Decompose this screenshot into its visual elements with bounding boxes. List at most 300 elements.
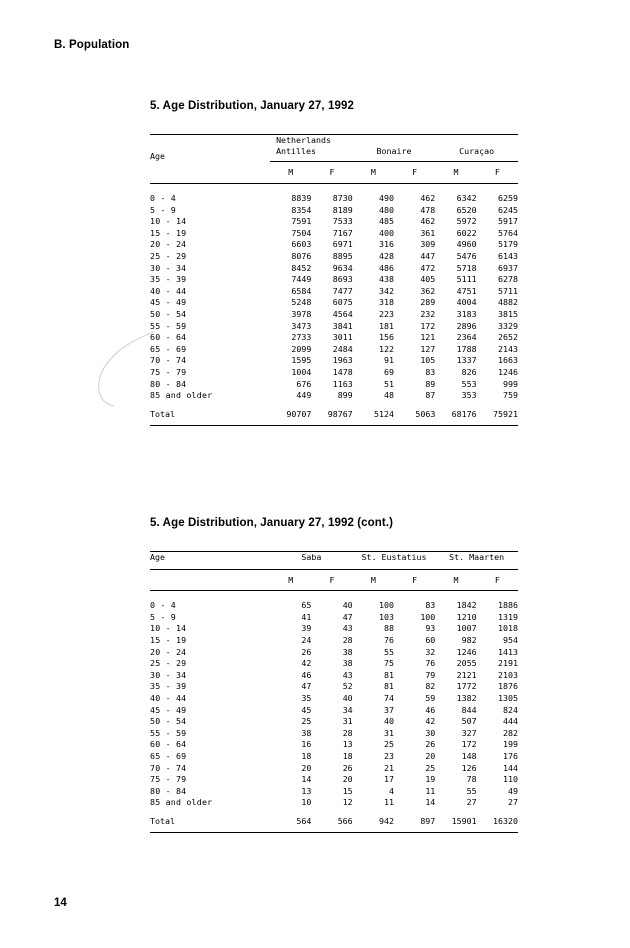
- population-value: 507: [461, 716, 477, 727]
- table-row: [150, 693, 518, 705]
- population-value: 8730: [332, 193, 353, 203]
- population-value: 21: [384, 762, 394, 773]
- population-value: 17: [384, 774, 394, 785]
- age-group-label: 75 - 79: [150, 774, 187, 785]
- table-row: [150, 193, 518, 205]
- population-value: 11: [384, 797, 394, 808]
- column-header-female-3: F: [494, 167, 500, 178]
- population-value: 31: [342, 716, 353, 727]
- column-header-age: Age: [150, 552, 165, 562]
- population-value: 1018: [498, 623, 518, 634]
- population-value: 327: [461, 727, 477, 738]
- table-header-sex-row: [150, 570, 518, 587]
- population-value: 7449: [291, 274, 312, 285]
- group-header-curacao: [435, 135, 518, 157]
- table-row: [150, 274, 518, 286]
- population-value: 405: [420, 274, 436, 285]
- age-group-label: 15 - 19: [150, 227, 187, 238]
- total-value: 5063: [415, 408, 436, 419]
- table-row: [150, 286, 518, 298]
- population-value: 38: [301, 727, 312, 738]
- table-total-row: [150, 816, 518, 828]
- age-group-label: 65 - 69: [150, 343, 187, 354]
- population-value: 55: [384, 646, 394, 657]
- population-value: 6342: [456, 193, 477, 203]
- column-header-male-3: M: [453, 167, 459, 178]
- age-group-label: 85 and older: [150, 797, 213, 808]
- population-value: 47: [342, 611, 353, 622]
- population-value: 88: [384, 623, 394, 634]
- population-value: 2099: [291, 343, 312, 354]
- population-value: 46: [301, 669, 312, 680]
- table-row: [150, 263, 518, 275]
- table-row: [150, 332, 518, 344]
- group-header-line1: Curaçao: [459, 146, 495, 157]
- table-bottom-rule-row: [150, 827, 518, 833]
- population-value: 156: [379, 332, 394, 343]
- population-value: 39: [301, 623, 312, 634]
- group-header-st-maarten: St. Maarten: [449, 552, 505, 563]
- population-value: 5711: [498, 285, 518, 296]
- population-value: 2055: [456, 658, 477, 669]
- population-value: 7533: [332, 216, 353, 227]
- population-value: 1876: [498, 681, 518, 692]
- population-value: 110: [503, 774, 518, 785]
- population-value: 2121: [456, 669, 477, 680]
- column-header-male-3: M: [453, 574, 459, 585]
- population-value: 4751: [456, 285, 477, 296]
- age-distribution-table-2: [150, 552, 518, 833]
- age-group-label: 15 - 19: [150, 634, 187, 645]
- population-value: 43: [342, 623, 353, 634]
- age-group-label: 60 - 64: [150, 739, 187, 750]
- population-value: 1413: [498, 646, 518, 657]
- population-value: 23: [384, 750, 394, 761]
- population-value: 2733: [291, 332, 312, 343]
- population-value: 361: [420, 227, 436, 238]
- population-value: 3329: [498, 320, 518, 331]
- population-value: 353: [461, 390, 477, 401]
- population-value: 93: [425, 623, 436, 634]
- population-value: 954: [503, 634, 518, 645]
- population-value: 282: [503, 727, 518, 738]
- population-value: 13: [342, 739, 353, 750]
- population-value: 16: [301, 739, 312, 750]
- population-value: 3183: [456, 308, 477, 319]
- table-header-sex-row: [150, 162, 518, 179]
- population-value: 82: [425, 681, 436, 692]
- population-value: 2652: [498, 332, 518, 343]
- population-value: 42: [301, 658, 312, 669]
- population-value: 1788: [456, 343, 477, 354]
- population-value: 438: [379, 274, 394, 285]
- population-value: 5111: [456, 274, 477, 285]
- population-value: 127: [420, 343, 436, 354]
- population-value: 34: [342, 704, 353, 715]
- population-value: 2103: [498, 669, 518, 680]
- population-value: 1246: [498, 366, 518, 377]
- population-value: 1772: [456, 681, 477, 692]
- population-value: 45: [301, 704, 312, 715]
- population-value: 447: [420, 250, 436, 261]
- population-value: 8693: [332, 274, 353, 285]
- population-value: 428: [379, 250, 394, 261]
- population-value: 60: [425, 634, 436, 645]
- population-value: 31: [384, 727, 394, 738]
- population-value: 400: [379, 227, 394, 238]
- population-value: 3473: [291, 320, 312, 331]
- age-group-label: 20 - 24: [150, 239, 187, 250]
- population-value: 1963: [332, 355, 353, 366]
- table-row: [150, 309, 518, 321]
- population-value: 18: [301, 750, 312, 761]
- population-value: 5718: [456, 262, 477, 273]
- population-value: 1007: [456, 623, 477, 634]
- total-value: 75921: [493, 408, 518, 419]
- population-value: 26: [425, 739, 436, 750]
- table-row: [150, 623, 518, 635]
- population-value: 40: [342, 600, 353, 611]
- table-bottom-rule-cell: [150, 420, 518, 426]
- age-group-label: 40 - 44: [150, 692, 187, 703]
- population-value: 232: [420, 308, 436, 319]
- population-value: 41: [301, 611, 312, 622]
- page-number: 14: [54, 897, 67, 909]
- population-value: 480: [379, 204, 394, 215]
- population-value: 103: [379, 611, 394, 622]
- population-value: 6143: [498, 250, 518, 261]
- population-value: 32: [425, 646, 436, 657]
- age-group-label: 50 - 54: [150, 308, 187, 319]
- population-value: 8452: [291, 262, 312, 273]
- age-group-label: 10 - 14: [150, 623, 187, 634]
- population-value: 105: [420, 355, 436, 366]
- population-value: 65: [301, 600, 312, 611]
- age-group-label: 20 - 24: [150, 646, 187, 657]
- population-value: 10: [301, 797, 312, 808]
- population-value: 316: [379, 239, 394, 250]
- population-value: 87: [425, 390, 436, 401]
- table-bottom-rule: [150, 425, 518, 426]
- population-value: 4: [389, 785, 394, 796]
- population-value: 14: [301, 774, 312, 785]
- population-value: 444: [503, 716, 518, 727]
- population-value: 13: [301, 785, 312, 796]
- total-value: 897: [420, 815, 436, 826]
- population-value: 74: [384, 692, 394, 703]
- population-value: 1305: [498, 692, 518, 703]
- header-body-gap: [150, 184, 518, 193]
- table-row: [150, 321, 518, 333]
- column-header-male-1: M: [288, 574, 294, 585]
- total-value: 90707: [286, 408, 312, 419]
- population-value: 6603: [291, 239, 312, 250]
- group-header-line1: Bonaire: [376, 146, 412, 157]
- table-body-2: [150, 600, 518, 809]
- table-body-1: [150, 193, 518, 402]
- population-value: 78: [466, 774, 477, 785]
- table-row: [150, 239, 518, 251]
- age-group-label: 25 - 29: [150, 250, 187, 261]
- column-header-female-1: F: [329, 167, 335, 178]
- population-value: 362: [420, 285, 436, 296]
- group-header-netherlands-antilles: [270, 135, 353, 157]
- population-value: 1246: [456, 646, 477, 657]
- population-value: 83: [425, 366, 436, 377]
- column-header-male-2: M: [370, 574, 376, 585]
- population-value: 27: [508, 797, 518, 808]
- table-title: 5. Age Distribution, January 27, 1992: [150, 100, 354, 112]
- population-value: 12: [342, 797, 353, 808]
- population-value: 81: [384, 681, 394, 692]
- age-group-label: 65 - 69: [150, 750, 187, 761]
- table-row: [150, 763, 518, 775]
- table-block-1: [150, 100, 518, 426]
- column-header-female-3: F: [494, 574, 500, 585]
- population-value: 4882: [498, 297, 518, 308]
- table-header-group-row: [150, 135, 518, 157]
- population-value: 28: [342, 634, 353, 645]
- population-value: 122: [379, 343, 394, 354]
- population-value: 76: [425, 658, 436, 669]
- population-value: 8354: [291, 204, 312, 215]
- population-value: 18: [342, 750, 353, 761]
- population-value: 38: [342, 658, 353, 669]
- population-value: 40: [342, 692, 353, 703]
- table-row: [150, 739, 518, 751]
- population-value: 223: [379, 308, 394, 319]
- age-group-label: 35 - 39: [150, 681, 187, 692]
- population-value: 11: [425, 785, 436, 796]
- population-value: 7167: [332, 227, 353, 238]
- age-group-label: 55 - 59: [150, 727, 187, 738]
- population-value: 318: [379, 297, 394, 308]
- column-header-female-1: F: [329, 574, 335, 585]
- population-value: 899: [337, 390, 353, 401]
- population-value: 46: [425, 704, 436, 715]
- age-group-label: 30 - 34: [150, 669, 187, 680]
- population-value: 5972: [456, 216, 477, 227]
- table-row: [150, 635, 518, 647]
- population-value: 91: [384, 355, 394, 366]
- population-value: 6075: [332, 297, 353, 308]
- table-bottom-rule: [150, 832, 518, 833]
- population-value: 826: [461, 366, 477, 377]
- population-value: 289: [420, 297, 436, 308]
- population-value: 1595: [291, 355, 312, 366]
- age-group-label: 10 - 14: [150, 216, 187, 227]
- population-value: 181: [379, 320, 394, 331]
- age-group-label: 5 - 9: [150, 611, 176, 622]
- age-group-label: 0 - 4: [150, 193, 176, 203]
- population-value: 462: [420, 193, 436, 203]
- table-row: [150, 205, 518, 217]
- population-value: 5248: [291, 297, 312, 308]
- table-row: [150, 297, 518, 309]
- population-value: 342: [379, 285, 394, 296]
- population-value: 148: [461, 750, 477, 761]
- group-header-line1: Netherlands: [276, 135, 332, 145]
- population-value: 4004: [456, 297, 477, 308]
- population-value: 69: [384, 366, 394, 377]
- age-group-label: 70 - 74: [150, 355, 187, 366]
- population-value: 486: [379, 262, 394, 273]
- total-label: Total: [150, 408, 175, 419]
- population-value: 7591: [291, 216, 312, 227]
- population-value: 5179: [498, 239, 518, 250]
- population-value: 172: [461, 739, 477, 750]
- age-group-label: 25 - 29: [150, 658, 187, 669]
- population-value: 81: [384, 669, 394, 680]
- table-row: [150, 681, 518, 693]
- table-row: [150, 774, 518, 786]
- population-value: 35: [301, 692, 312, 703]
- table-row: [150, 344, 518, 356]
- population-value: 14: [425, 797, 436, 808]
- table-row: [150, 658, 518, 670]
- population-value: 100: [420, 611, 436, 622]
- age-group-label: 55 - 59: [150, 320, 187, 331]
- population-value: 83: [425, 600, 436, 611]
- population-value: 2364: [456, 332, 477, 343]
- table-row: [150, 228, 518, 240]
- age-group-label: 5 - 9: [150, 204, 176, 215]
- population-value: 38: [342, 646, 353, 657]
- column-header-female-2: F: [412, 167, 418, 178]
- population-value: 5476: [456, 250, 477, 261]
- population-value: 37: [384, 704, 394, 715]
- population-value: 3978: [291, 308, 312, 319]
- population-value: 15: [342, 785, 353, 796]
- age-group-label: 80 - 84: [150, 785, 187, 796]
- total-value: 566: [337, 815, 353, 826]
- population-value: 478: [420, 204, 436, 215]
- population-value: 1663: [498, 355, 518, 366]
- population-value: 472: [420, 262, 436, 273]
- population-value: 1210: [456, 611, 477, 622]
- table-row: [150, 367, 518, 379]
- column-header-male-1: M: [288, 167, 294, 178]
- age-group-label: 75 - 79: [150, 366, 187, 377]
- population-value: 49: [508, 785, 518, 796]
- table-row: [150, 600, 518, 612]
- total-value: 98767: [327, 408, 353, 419]
- population-value: 309: [420, 239, 436, 250]
- table-row: [150, 797, 518, 809]
- age-group-label: 50 - 54: [150, 716, 187, 727]
- table-bottom-rule-cell: [150, 827, 518, 833]
- group-header-saba: Saba: [301, 552, 322, 563]
- table-row: [150, 716, 518, 728]
- age-group-label: 30 - 34: [150, 262, 187, 273]
- population-value: 844: [461, 704, 477, 715]
- table-total-row: [150, 409, 518, 421]
- population-value: 676: [296, 378, 312, 389]
- population-value: 485: [379, 216, 394, 227]
- population-value: 1004: [291, 366, 312, 377]
- population-value: 172: [420, 320, 436, 331]
- population-value: 982: [461, 634, 477, 645]
- population-value: 121: [420, 332, 436, 343]
- population-value: 3841: [332, 320, 353, 331]
- total-value: 942: [379, 815, 394, 826]
- population-value: 30: [425, 727, 436, 738]
- population-value: 449: [296, 390, 312, 401]
- population-value: 4960: [456, 239, 477, 250]
- total-value: 68176: [451, 408, 477, 419]
- total-value: 16320: [493, 815, 518, 826]
- population-value: 144: [503, 762, 518, 773]
- population-value: 100: [379, 600, 394, 611]
- population-value: 26: [301, 646, 312, 657]
- population-value: 25: [301, 716, 312, 727]
- population-value: 553: [461, 378, 477, 389]
- population-value: 52: [342, 681, 353, 692]
- population-value: 40: [384, 716, 394, 727]
- age-group-label: 40 - 44: [150, 285, 187, 296]
- population-value: 55: [466, 785, 477, 796]
- age-group-label: 60 - 64: [150, 332, 187, 343]
- population-value: 20: [342, 774, 353, 785]
- total-value: 5124: [374, 408, 394, 419]
- population-value: 2484: [332, 343, 353, 354]
- population-value: 824: [503, 704, 518, 715]
- population-value: 2143: [498, 343, 518, 354]
- table-bottom-rule-row: [150, 420, 518, 426]
- population-value: 3011: [332, 332, 353, 343]
- population-value: 5917: [498, 216, 518, 227]
- population-value: 6278: [498, 274, 518, 285]
- population-value: 2191: [498, 658, 518, 669]
- population-value: 24: [301, 634, 312, 645]
- population-value: 8895: [332, 250, 353, 261]
- population-value: 1337: [456, 355, 477, 366]
- population-value: 42: [425, 716, 436, 727]
- population-value: 9634: [332, 262, 353, 273]
- age-group-label: 0 - 4: [150, 600, 176, 611]
- population-value: 6937: [498, 262, 518, 273]
- group-header-bonaire: [353, 135, 436, 157]
- population-value: 8839: [291, 193, 312, 203]
- population-value: 5764: [498, 227, 518, 238]
- population-value: 26: [342, 762, 353, 773]
- population-value: 3815: [498, 308, 518, 319]
- population-value: 6022: [456, 227, 477, 238]
- population-value: 59: [425, 692, 436, 703]
- population-value: 25: [384, 739, 394, 750]
- population-value: 43: [342, 669, 353, 680]
- population-value: 6259: [498, 193, 518, 203]
- table-row: [150, 670, 518, 682]
- population-value: 2896: [456, 320, 477, 331]
- population-value: 6971: [332, 239, 353, 250]
- population-value: 25: [425, 762, 436, 773]
- table-header-group-row: [150, 552, 518, 564]
- population-value: 8189: [332, 204, 353, 215]
- table-row: [150, 751, 518, 763]
- total-value: 15901: [451, 815, 477, 826]
- age-group-label: 80 - 84: [150, 378, 187, 389]
- age-group-label: 45 - 49: [150, 704, 187, 715]
- column-header-female-2: F: [412, 574, 418, 585]
- header-body-gap: [150, 591, 518, 600]
- population-value: 126: [461, 762, 477, 773]
- table-row: [150, 251, 518, 263]
- population-value: 4564: [332, 308, 353, 319]
- population-value: 19: [425, 774, 436, 785]
- total-label: Total: [150, 815, 175, 826]
- population-value: 6245: [498, 204, 518, 215]
